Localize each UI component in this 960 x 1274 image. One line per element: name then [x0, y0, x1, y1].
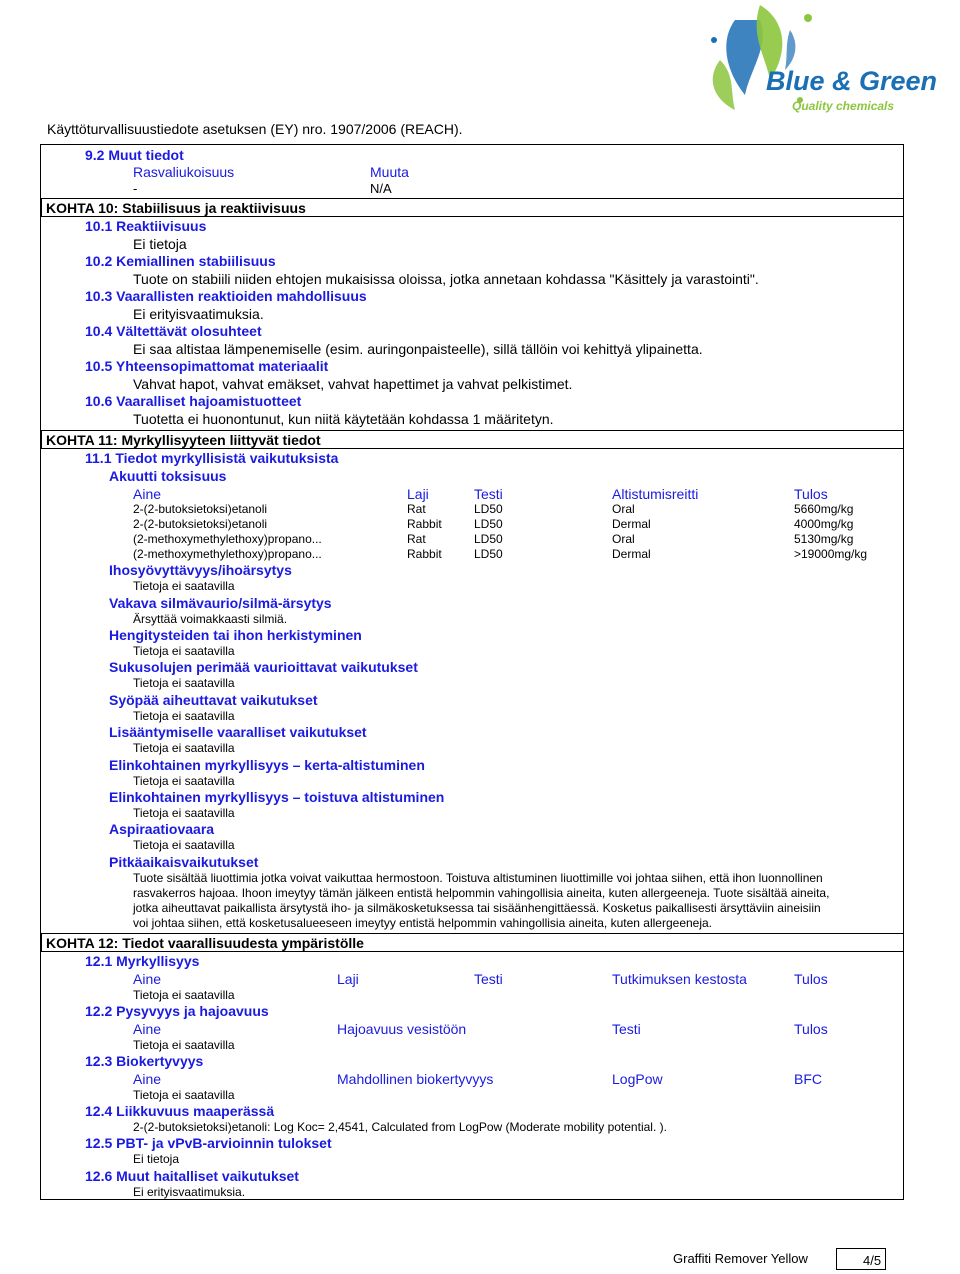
section-10-3-title: 10.3 Vaarallisten reaktioiden mahdollisuus: [85, 288, 367, 304]
s92-col-rasvaliukoisuus: Rasvaliukoisuus: [133, 164, 235, 180]
table-row-4-tulos: >19000mg/kg: [794, 547, 868, 561]
s121-header-kestosta: Tutkimuksen kestosta: [612, 971, 747, 987]
section-9-2-title: 9.2 Muut tiedot: [85, 147, 184, 163]
table-header-testi: Testi: [474, 486, 503, 502]
table-row-3-reitti: Oral: [612, 532, 635, 546]
s123-header-aine: Aine: [133, 1071, 162, 1087]
section-12-6-text: Ei erityisvaatimuksia.: [133, 1185, 246, 1199]
section-10-2-title: 10.2 Kemiallinen stabiilisuus: [85, 253, 276, 269]
long-term-effects-line: Tuote sisältää liuottimia jotka voivat vaikuttaa hermostoon. Toistuva altistuminen liuottimille voi johtaa siihen, että ihon luonnollinen: [133, 871, 823, 885]
table-row-1-testi: LD50: [474, 502, 503, 516]
long-term-effects-line: rasvakerros hajoaa. Ihoon imeytyy tämän jälkeen entistä helpommin vahingollisia aineita, kuten allergeeneja. Tuote sisältää aineita,: [133, 886, 830, 900]
table-header-altistumisreitti: Altistumisreitti: [612, 486, 699, 502]
hazard-item-title: Aspiraatiovaara: [109, 821, 215, 837]
hazard-item-title: Ihosyövyttävyys/ihoärsytys: [109, 562, 292, 578]
table-row-4-laji: Rabbit: [407, 547, 442, 561]
hazard-item-title: Lisääntymiselle vaaralliset vaikutukset: [109, 724, 367, 740]
section-10-6-text: Tuotetta ei huonontunut, kun niitä käytetään kohdassa 1 määritetyn.: [133, 411, 554, 427]
section-12-header: KOHTA 12: Tiedot vaarallisuudesta ympäristölle: [41, 933, 904, 952]
hazard-item-title: Hengitysteiden tai ihon herkistyminen: [109, 627, 362, 643]
hazard-item-title: Elinkohtainen myrkyllisyys – kerta-altistuminen: [109, 757, 425, 773]
table-row-1-aine: 2-(2-butoksietoksi)etanoli: [133, 502, 268, 516]
s121-header-laji: Laji: [337, 971, 359, 987]
hazard-item-title: Syöpää aiheuttavat vaikutukset: [109, 692, 318, 708]
s92-val-2: N/A: [370, 181, 392, 196]
s123-header-logpow: LogPow: [612, 1071, 663, 1087]
section-10-5-title: 10.5 Yhteensopimattomat materiaalit: [85, 358, 329, 374]
footer-product-name: Graffiti Remover Yellow: [673, 1251, 808, 1266]
s122-header-aine: Aine: [133, 1021, 162, 1037]
s123-header-bfc: BFC: [794, 1071, 822, 1087]
s123-header-biokertyvyys: Mahdollinen biokertyvyys: [337, 1071, 494, 1087]
company-logo: [700, 0, 938, 125]
table-row-2-aine: 2-(2-butoksietoksi)etanoli: [133, 517, 268, 531]
table-row-4-aine: (2-methoxymethylethoxy)propano...: [133, 547, 322, 561]
s122-header-testi: Testi: [612, 1021, 641, 1037]
section-12-4-text: 2-(2-butoksietoksi)etanoli: Log Koc= 2,4541, Calculated from LogPow (Moderate mobility potential. ).: [133, 1120, 667, 1134]
section-10-4-title: 10.4 Vältettävät olosuhteet: [85, 323, 262, 339]
hazard-item-text: Tietoja ei saatavilla: [133, 774, 235, 788]
section-11-header: KOHTA 11: Myrkyllisyyteen liittyvät tiedot: [41, 430, 904, 449]
hazard-item-text: Tietoja ei saatavilla: [133, 579, 235, 593]
acute-toxicity-title: Akuutti toksisuus: [109, 468, 227, 484]
long-term-effects-line: voi johtaa siihen, että kosketusalueeseen imeytyy entistä helpommin vahingollisia aineita, kuten allergeeneja.: [133, 916, 713, 930]
s122-header-tulos: Tulos: [794, 1021, 828, 1037]
hazard-item-text: Tietoja ei saatavilla: [133, 644, 235, 658]
section-11-1-title: 11.1 Tiedot myrkyllisistä vaikutuksista: [85, 450, 339, 466]
section-12-1-text: Tietoja ei saatavilla: [133, 988, 235, 1002]
table-header-laji: Laji: [407, 486, 429, 502]
hazard-item-title: Sukusolujen perimää vaurioittavat vaikutukset: [109, 659, 418, 675]
table-row-2-reitti: Dermal: [612, 517, 651, 531]
s121-header-aine: Aine: [133, 971, 162, 987]
section-12-3-text: Tietoja ei saatavilla: [133, 1088, 235, 1102]
table-row-2-tulos: 4000mg/kg: [794, 517, 854, 531]
table-row-3-aine: (2-methoxymethylethoxy)propano...: [133, 532, 322, 546]
table-header-aine: Aine: [133, 486, 162, 502]
section-10-4-text: Ei saa altistaa lämpenemiselle (esim. auringonpaisteelle), sillä tällöin voi kehittyä ylipainetta.: [133, 341, 703, 357]
s92-val-1: -: [133, 181, 138, 196]
table-row-3-testi: LD50: [474, 532, 503, 546]
table-row-1-tulos: 5660mg/kg: [794, 502, 854, 516]
table-row-3-laji: Rat: [407, 532, 426, 546]
s122-header-hajoavuus: Hajoavuus vesistöön: [337, 1021, 467, 1037]
section-10-6-title: 10.6 Vaaralliset hajoamistuotteet: [85, 393, 302, 409]
table-row-2-testi: LD50: [474, 517, 503, 531]
hazard-item-text: Ärsyttää voimakkaasti silmiä.: [133, 612, 288, 626]
section-10-header: KOHTA 10: Stabiilisuus ja reaktiivisuus: [41, 198, 904, 217]
table-row-1-laji: Rat: [407, 502, 426, 516]
table-row-3-tulos: 5130mg/kg: [794, 532, 854, 546]
section-12-1-title: 12.1 Myrkyllisyys: [85, 953, 200, 969]
regulation-header: Käyttöturvallisuustiedote asetuksen (EY) nro. 1907/2006 (REACH).: [47, 121, 463, 137]
hazard-item-text: Tietoja ei saatavilla: [133, 806, 235, 820]
hazard-item-text: Tietoja ei saatavilla: [133, 741, 235, 755]
page-number: 4/5: [863, 1253, 882, 1268]
hazard-item-text: Tietoja ei saatavilla: [133, 676, 235, 690]
section-12-5-title: 12.5 PBT- ja vPvB-arvioinnin tulokset: [85, 1135, 332, 1151]
section-10-1-title: 10.1 Reaktiivisuus: [85, 218, 207, 234]
page-number-box: [836, 1248, 886, 1270]
section-12-2-text: Tietoja ei saatavilla: [133, 1038, 235, 1052]
section-10-1-text: Ei tietoja: [133, 236, 187, 252]
logo-title: Blue & Green: [766, 66, 938, 96]
table-row-2-laji: Rabbit: [407, 517, 442, 531]
long-term-effects-title: Pitkäaikaisvaikutukset: [109, 854, 259, 870]
section-12-4-title: 12.4 Liikkuvuus maaperässä: [85, 1103, 275, 1119]
section-12-2-title: 12.2 Pysyvyys ja hajoavuus: [85, 1003, 269, 1019]
logo-subtitle: Quality chemicals: [792, 99, 895, 113]
section-10-3-text: Ei erityisvaatimuksia.: [133, 306, 264, 322]
long-term-effects-line: jotka aiheuttavat paikallista ärsytystä iho- ja silmäkosketuksessa tai sisäänhengittäessä. Kosketus paikallisesti ärsyttäviin aineisiin: [133, 901, 821, 915]
section-12-3-title: 12.3 Biokertyvyys: [85, 1053, 204, 1069]
section-10-2-text: Tuote on stabiili niiden ehtojen mukaisissa oloissa, jotka annetaan kohdassa "Käsittely ja varastointi".: [133, 271, 759, 287]
table-row-4-testi: LD50: [474, 547, 503, 561]
section-10-5-text: Vahvat hapot, vahvat emäkset, vahvat hapettimet ja vahvat pelkistimet.: [133, 376, 573, 392]
hazard-item-title: Elinkohtainen myrkyllisyys – toistuva altistuminen: [109, 789, 445, 805]
s92-col-muuta: Muuta: [370, 164, 409, 180]
s121-header-tulos: Tulos: [794, 971, 828, 987]
table-row-1-reitti: Oral: [612, 502, 635, 516]
hazard-item-text: Tietoja ei saatavilla: [133, 838, 235, 852]
s121-header-testi: Testi: [474, 971, 503, 987]
section-12-5-text: Ei tietoja: [133, 1152, 180, 1166]
table-header-tulos: Tulos: [794, 486, 828, 502]
hazard-item-text: Tietoja ei saatavilla: [133, 709, 235, 723]
hazard-item-title: Vakava silmävaurio/silmä-ärsytys: [109, 595, 332, 611]
section-12-6-title: 12.6 Muut haitalliset vaikutukset: [85, 1168, 299, 1184]
table-row-4-reitti: Dermal: [612, 547, 651, 561]
